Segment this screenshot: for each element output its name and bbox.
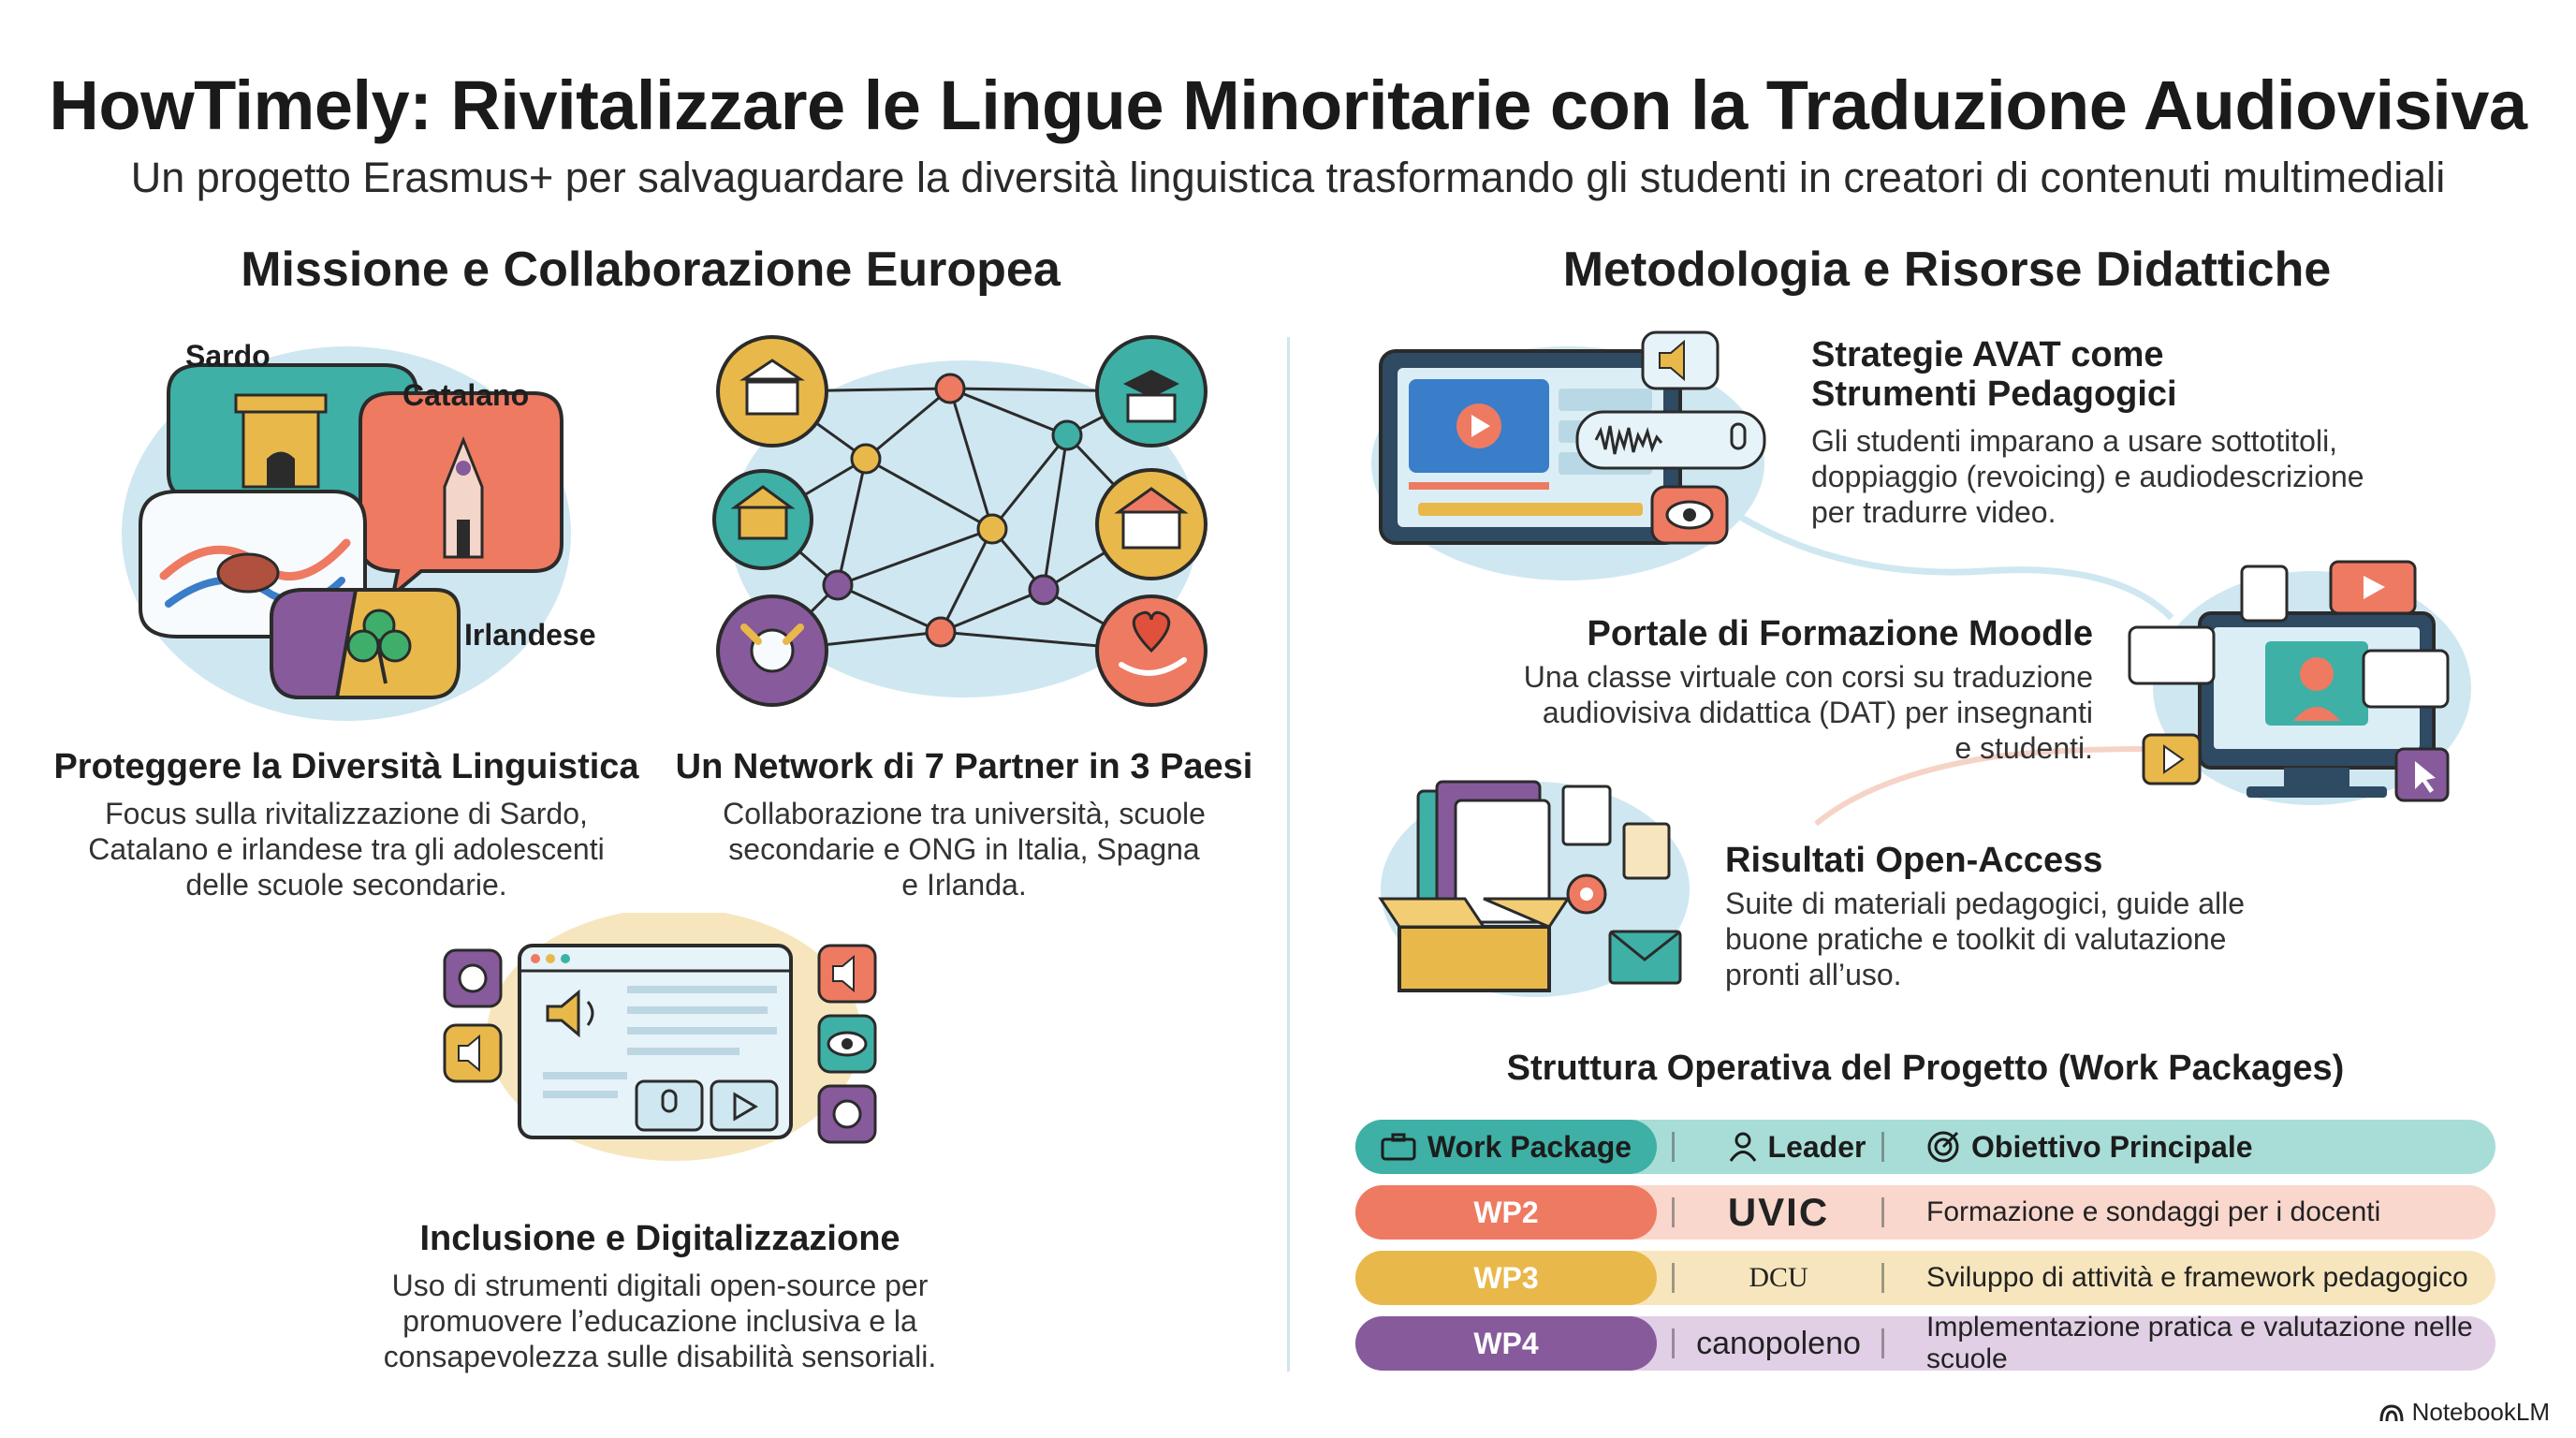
text-line: Suite di materiali pedagogici, guide alle [1725, 887, 2246, 920]
text-line: Strategie AVAT come [1811, 335, 2164, 374]
inclusion-card-text [351, 1268, 969, 1374]
avat-strategies-illustration [1362, 323, 1793, 585]
text-line: doppiaggio (revoicing) e audiodescrizione [1811, 460, 2364, 493]
text-line: consapevolezza sulle disabilità sensoriali. [383, 1340, 937, 1373]
eye-icon [819, 1016, 875, 1072]
right-section-heading: Metodologia e Risorse Didattiche [1562, 242, 2332, 297]
text-line: Focus sulla rivitalizzazione di Sardo, [105, 797, 588, 830]
video-play-icon [2331, 562, 2415, 613]
text-line: e Irlanda. [901, 868, 1027, 902]
column-separator [1672, 1132, 1675, 1162]
chart-window-icon [2364, 651, 2448, 707]
text-line: pronti all’uso. [1725, 958, 1902, 991]
avat-title [1811, 335, 2177, 414]
moodle-text [1404, 659, 2093, 766]
avat-text [1811, 423, 2364, 530]
text-line: promuovere l’educazione inclusiva e la [402, 1304, 917, 1338]
school-building-icon [714, 471, 812, 568]
wp-row-wp4 [1355, 1312, 2496, 1374]
list-window-icon [2130, 627, 2214, 683]
checklist-icon [1624, 824, 1669, 878]
partner-network-illustration [702, 328, 1226, 730]
header-leader-label: Leader [1767, 1129, 1866, 1164]
community-icon [718, 596, 827, 705]
column-separator [1672, 1328, 1675, 1358]
wp-label: WP3 [1355, 1251, 1657, 1305]
text-line: Uso di strumenti digitali open-source per [391, 1269, 929, 1302]
column-separator [1881, 1132, 1884, 1162]
audio-icon [819, 946, 875, 1002]
open-access-text [1725, 886, 2245, 992]
wp-objective: Formazione e sondaggi per i docenti [1926, 1196, 2381, 1227]
audio-waveform-icon [1577, 412, 1764, 468]
document-icon [1563, 786, 1610, 844]
moodle-portal-illustration [2125, 557, 2471, 810]
cursor-icon [2396, 749, 2448, 800]
text-line: buone pratiche e toolkit di valutazione [1725, 922, 2227, 956]
browser-window-icon [520, 946, 791, 1137]
university-icon [718, 337, 827, 446]
text-line: Strumenti Pedagogici [1811, 374, 2177, 414]
text-line: e studenti. [1954, 731, 2093, 765]
nuraghe-icon [236, 395, 326, 487]
column-separator [1881, 1197, 1884, 1227]
page-title: HowTimely: Rivitalizzare le Lingue Minoritarie con la Traduzione Audiovisiva [49, 66, 2527, 144]
language-label-catalano: Catalano [402, 378, 530, 412]
network-card-text [655, 796, 1273, 902]
notebooklm-label: NotebookLM [2411, 1398, 2550, 1426]
open-access-title: Risultati Open-Access [1725, 841, 2103, 880]
text-line: Catalano e irlandese tra gli adolescenti [88, 832, 605, 866]
touch-icon [445, 950, 501, 1006]
sign-language-icon [819, 1086, 875, 1142]
diversity-card-text [37, 796, 655, 902]
languages-speech-bubbles-illustration [112, 328, 637, 730]
wp-table-title: Struttura Operativa del Progetto (Work Packages) [1506, 1049, 2345, 1088]
gear-icon [1568, 875, 1605, 913]
notebooklm-icon [2378, 1402, 2405, 1423]
wp-objective: Implementazione pratica e valutazione nelle scuole [1926, 1312, 2473, 1374]
language-label-irlandese: Irlandese [464, 618, 596, 652]
wp-row-wp3 [1355, 1251, 2496, 1305]
left-section-heading: Missione e Collaborazione Europea [241, 242, 1061, 297]
text-line: audiovisiva didattica (DAT) per insegnanti [1542, 696, 2093, 729]
column-separator [1672, 1263, 1675, 1293]
header-leader-cell [1704, 1120, 1891, 1174]
notebooklm-logo [2378, 1398, 2550, 1427]
language-label-sardo: Sardo [185, 339, 271, 373]
briefcase-icon [1381, 1133, 1416, 1161]
wp-row-wp2 [1355, 1185, 2496, 1240]
moodle-title: Portale di Formazione Moodle [1587, 614, 2093, 653]
header-wp-cell [1355, 1120, 1657, 1174]
sound-icon [1643, 332, 1718, 389]
graduation-icon [1097, 337, 1206, 446]
wp-label: WP4 [1355, 1316, 1657, 1371]
column-separator [1881, 1263, 1884, 1293]
volume-icon [445, 1025, 501, 1081]
header-objective-cell [1926, 1120, 2253, 1174]
person-icon [1729, 1132, 1757, 1162]
envelope-icon [1610, 932, 1680, 983]
secondary-school-icon [1097, 470, 1206, 579]
leader-logo-dcu: DCU [1749, 1262, 1808, 1293]
text-line: per tradurre video. [1811, 495, 2056, 529]
target-icon [1926, 1130, 1960, 1164]
diversity-card-title: Proteggere la Diversità Linguistica [53, 747, 639, 786]
package-box-icon [1381, 899, 1568, 990]
network-card-title: Un Network di 7 Partner in 3 Paesi [675, 747, 1253, 786]
page-subtitle: Un progetto Erasmus+ per salvaguardare la diversità linguistica trasformando gli studenti in creatori di contenuti multimediali [130, 154, 2446, 201]
column-separator [1881, 1328, 1884, 1358]
open-access-illustration [1376, 768, 1694, 1002]
inclusion-digital-illustration [431, 913, 899, 1194]
eye-icon [1652, 487, 1727, 543]
inclusion-card-title: Inclusione e Digitalizzazione [419, 1219, 900, 1258]
text-line: delle scuole secondarie. [185, 868, 507, 902]
column-separator [1672, 1197, 1675, 1227]
header-wp-label: Work Package [1427, 1129, 1632, 1164]
play-button-icon [2144, 735, 2200, 784]
leader-logo-canopoleno: canopoleno [1696, 1325, 1861, 1361]
wp-objective: Sviluppo di attività e framework pedagogico [1926, 1262, 2468, 1293]
header-objective-label: Obiettivo Principale [1971, 1129, 2253, 1164]
heart-hand-icon [1097, 596, 1206, 705]
leader-logo-uvic: UVIC [1727, 1190, 1830, 1234]
text-line: secondarie e ONG in Italia, Spagna [728, 832, 1200, 866]
text-line: Collaborazione tra università, scuole [723, 797, 1206, 830]
wp-label: WP2 [1355, 1185, 1657, 1240]
wp-table-header [1355, 1120, 2496, 1174]
column-divider [1287, 337, 1290, 1372]
text-line: Gli studenti imparano a usare sottotitoli, [1811, 424, 2338, 458]
document-icon [2242, 566, 2287, 621]
text-line: Una classe virtuale con corsi su traduzione [1523, 660, 2093, 694]
